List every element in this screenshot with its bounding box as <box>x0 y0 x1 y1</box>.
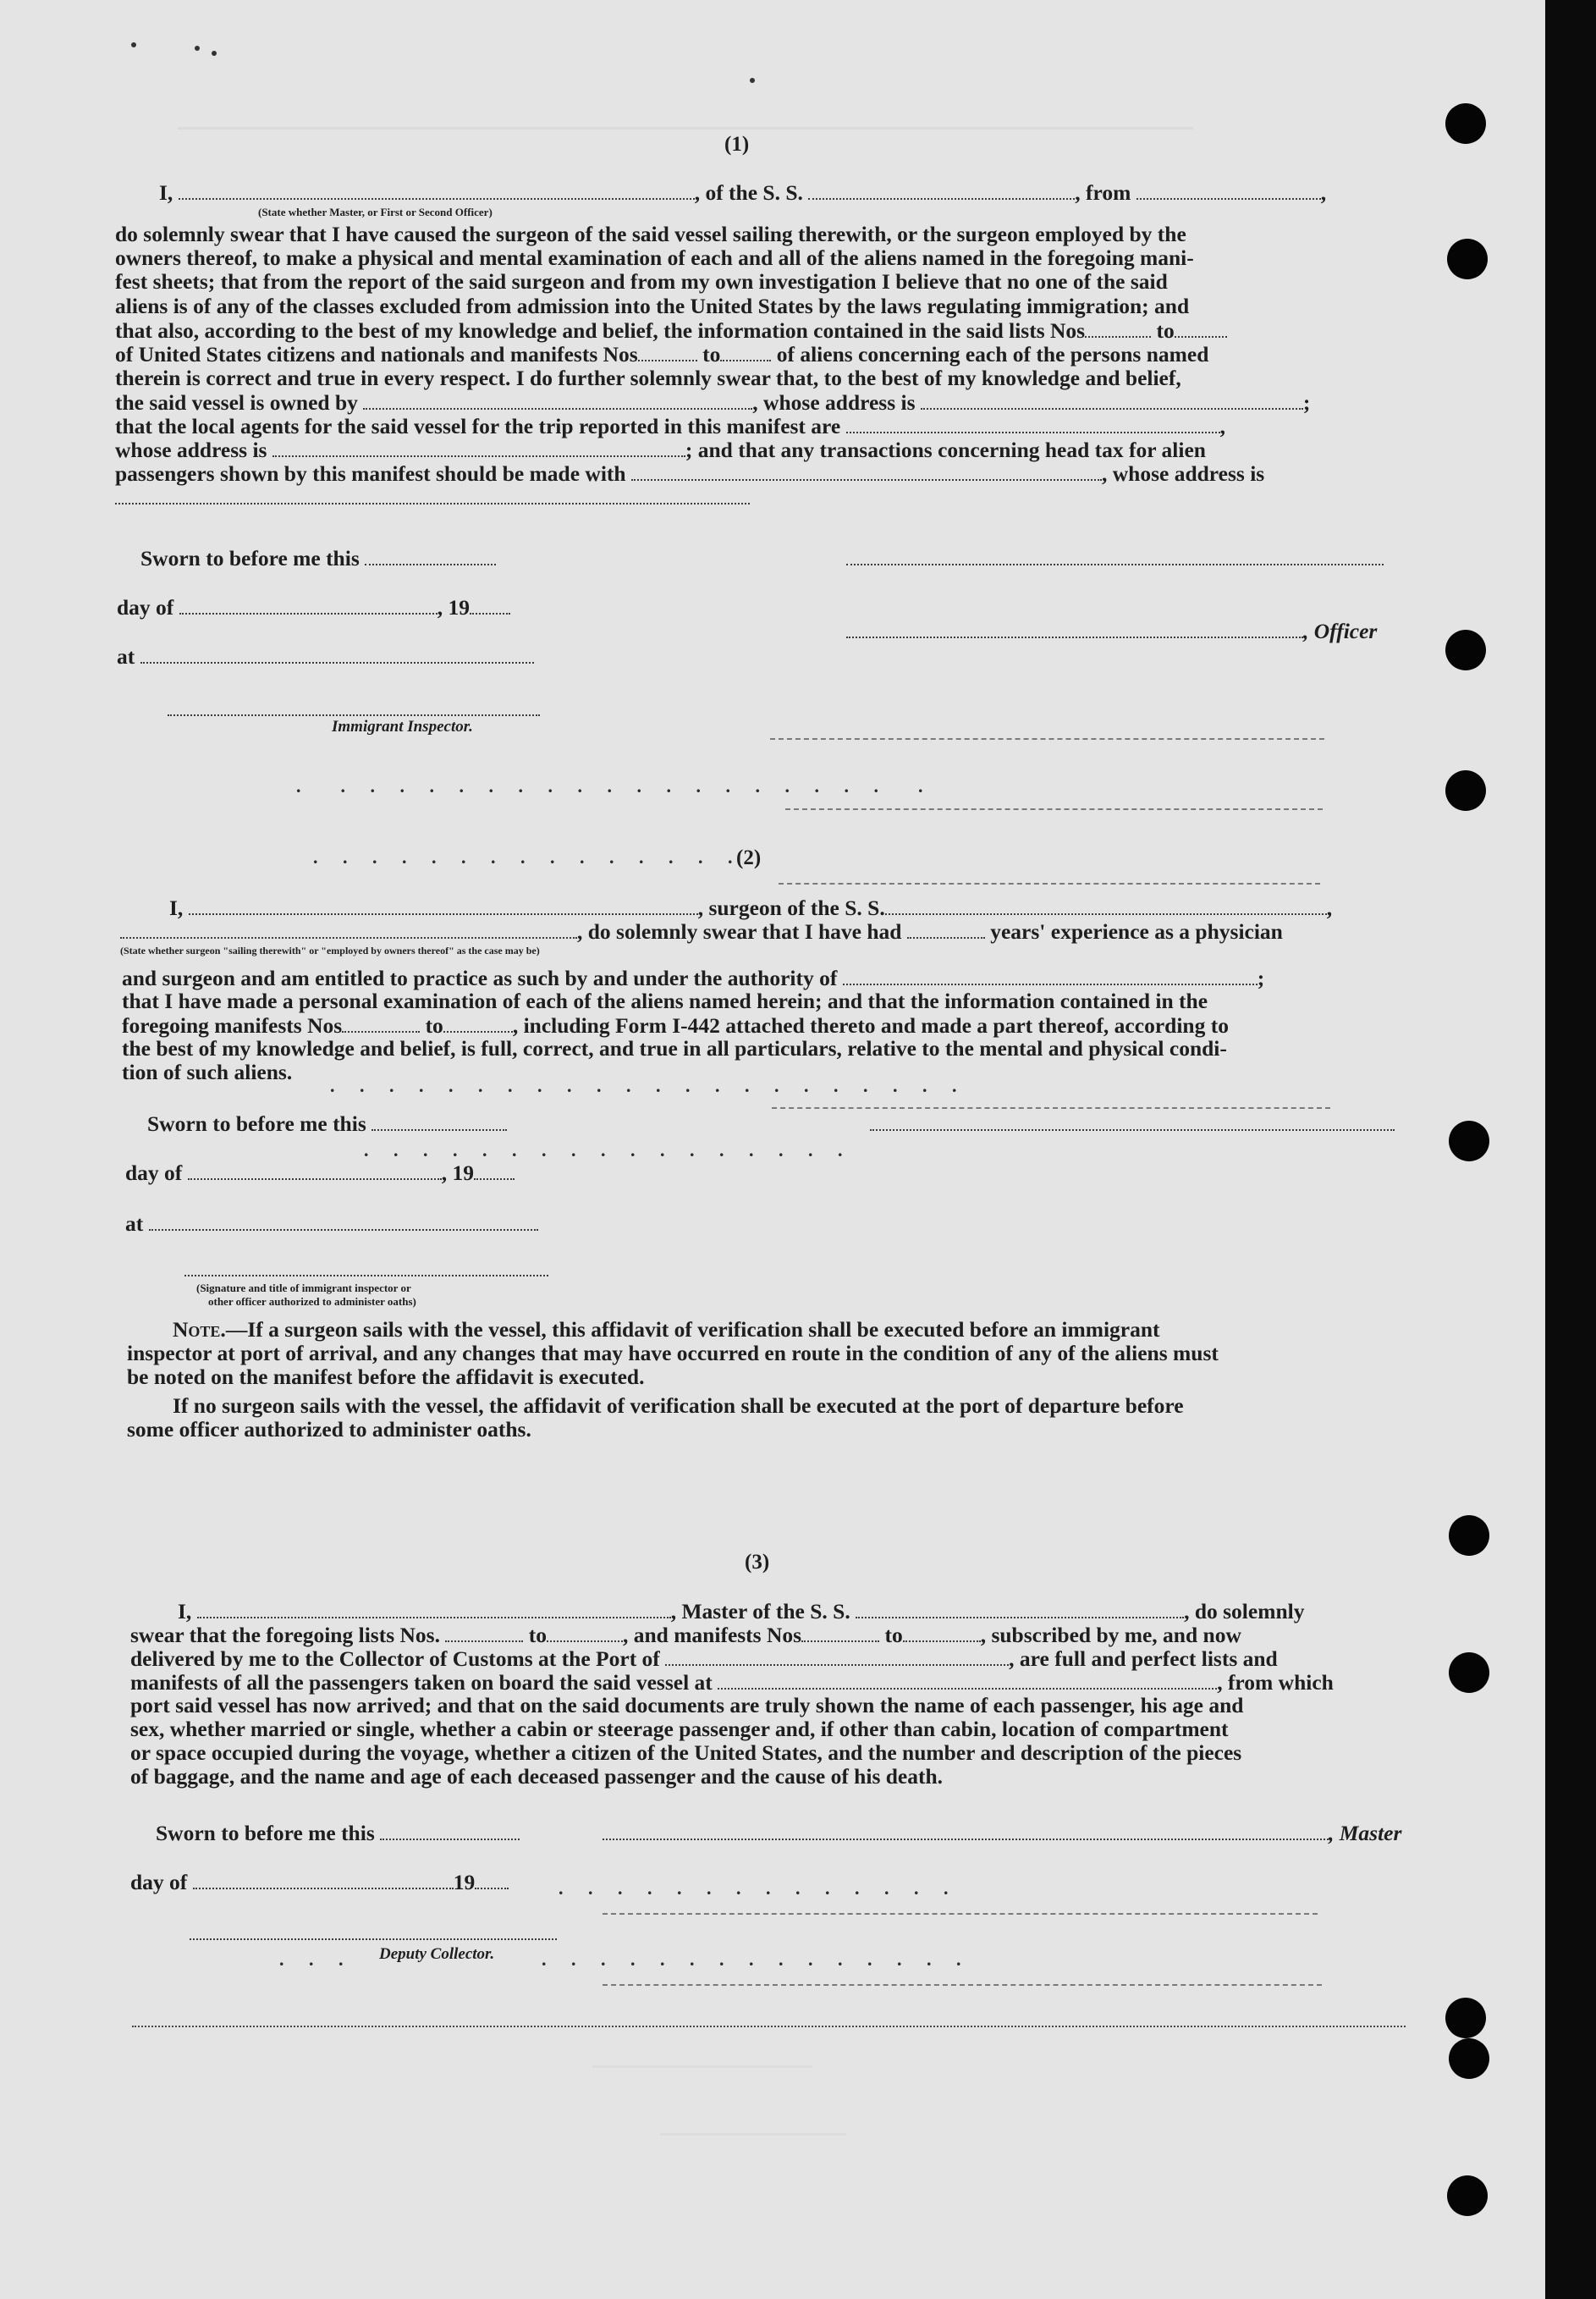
section-1-line: do solemnly swear that I have caused the surgeon of the said vessel sailing therewith, or the surgeon employed by the <box>115 222 1186 246</box>
section-3-number: (3) <box>745 1551 770 1574</box>
head-tax-address-field[interactable] <box>115 484 750 504</box>
section-1-line: passengers shown by this manifest should be made with , whose address is <box>115 461 1265 486</box>
sworn-day-field[interactable] <box>365 545 496 565</box>
owner-address-field[interactable] <box>921 389 1303 410</box>
officer-signature-top-field[interactable] <box>846 545 1384 565</box>
section-3-line: sex, whether married or single, whether a cabin or steerage passenger and, if other than cabin, location of compartment <box>130 1717 1229 1741</box>
day-row-3: day of 19 <box>130 1869 509 1895</box>
section-3-line: of baggage, and the name and age of each deceased passenger and the cause of his death. <box>130 1764 944 1789</box>
section-1-line: therein is correct and true in every respect. I do further solemnly swear that, to the best of my knowledge and belief, <box>115 366 1181 390</box>
punch-hole <box>1449 1515 1489 1556</box>
local-agents-field[interactable] <box>846 413 1220 433</box>
note-line: some officer authorized to administer oaths. <box>127 1417 531 1442</box>
section-1-number: (1) <box>724 133 750 156</box>
punch-hole <box>1445 103 1486 144</box>
note-line: Note.—If a surgeon sails with the vessel, this affidavit of verification shall be executed before an immigrant <box>173 1317 1160 1342</box>
specks <box>195 46 200 51</box>
punch-hole <box>1449 1652 1489 1693</box>
section-1-line: that the local agents for the said vessel for the trip reported in this manifest are , <box>115 414 1225 438</box>
vessel-name-field[interactable] <box>808 179 1075 200</box>
collector-year-field[interactable] <box>475 1869 509 1889</box>
sworn-row-2: Sworn to before me this <box>147 1111 507 1137</box>
deputy-caption: Deputy Collector. <box>379 1945 495 1963</box>
master-signature-row: , Master <box>603 1820 1401 1846</box>
authority-field[interactable] <box>843 965 1258 985</box>
section-1-line: fest sheets; that from the report of the said surgeon and from my own investigation I believe that no one of the said <box>115 269 1168 294</box>
master-signature-field[interactable] <box>603 1820 1329 1840</box>
section-1-line: that also, according to the best of my knowledge and belief, the information contained in the said lists Nos to <box>115 317 1227 344</box>
specks <box>750 78 755 83</box>
note-line: If no surgeon sails with the vessel, the affidavit of verification shall be executed at the port of departure before <box>173 1393 1184 1418</box>
bleed-through-text <box>660 2133 846 2161</box>
surgeon-name-field[interactable] <box>189 895 698 915</box>
faint-rule <box>770 738 1324 740</box>
year-field[interactable] <box>470 594 510 615</box>
surgeon-day-of-month-field[interactable] <box>188 1160 442 1180</box>
surgeon-at-place-field[interactable] <box>149 1210 538 1231</box>
section-1-line: whose address is ; and that any transactions concerning head tax for alien <box>115 438 1206 462</box>
surgeon-vessel-field[interactable] <box>885 895 1327 915</box>
section-3-opening-line: I, , Master of the S. S. , do solemnly <box>178 1599 1305 1624</box>
day-of-month-field[interactable] <box>179 594 438 615</box>
officer-rank-note: (State whether Master, or First or Second Officer) <box>258 206 493 218</box>
section-3-line: swear that the foregoing lists Nos. to , and manifests Nos to , subscribed by me, and now <box>130 1623 1241 1647</box>
sworn-row-3: Sworn to before me this <box>156 1820 520 1846</box>
section-2-opening-line: I, , surgeon of the S. S. , <box>169 896 1333 920</box>
leader-dots: . . . . . . . . . . . . . . . <box>542 1949 971 1970</box>
surgeon-manifests-to-field[interactable] <box>443 1012 513 1033</box>
section-1-line: of United States citizens and nationals and manifests Nos to of aliens concerning each of the persons named <box>115 342 1209 367</box>
leader-dots: . . . . . . . . . . . . . . <box>559 1877 959 1899</box>
collector-port-field[interactable] <box>665 1646 1009 1666</box>
faint-rule <box>603 1913 1318 1915</box>
section-1-line: owners thereof, to make a physical and mental examination of each and all of the aliens named in the foregoing mani- <box>115 245 1194 270</box>
officer-oath-signature-row <box>184 1256 548 1282</box>
officer-row: , Officer <box>846 618 1377 644</box>
section3-manifests-to-field[interactable] <box>903 1622 981 1642</box>
officer-signature-field[interactable] <box>846 618 1303 638</box>
inspector-signature-field[interactable] <box>168 696 540 716</box>
deputy-signature-row <box>190 1920 557 1946</box>
note-line: be noted on the manifest before the affidavit is executed. <box>127 1365 645 1389</box>
section-2-number: (2) <box>736 846 762 869</box>
specks <box>131 42 136 47</box>
faint-rule <box>779 883 1320 885</box>
surgeon-status-field[interactable] <box>120 918 577 939</box>
surgeon-year-field[interactable] <box>474 1160 515 1180</box>
section-2-line: and surgeon and am entitled to practice as such by and under the authority of ; <box>122 966 1265 990</box>
inspector-caption: Immigrant Inspector. <box>332 718 473 736</box>
surgeon-manifests-from-field[interactable] <box>342 1012 420 1033</box>
section-2-line: tion of such aliens. <box>122 1060 293 1084</box>
specks <box>212 51 217 56</box>
lists-to-field[interactable] <box>1175 317 1227 338</box>
day-row-1: day of , 19 <box>117 594 510 620</box>
leader-dots: . . . . . . . . . . . . . . . . . . . . . . <box>330 1075 967 1096</box>
lists-from-field[interactable] <box>1085 317 1151 338</box>
head-tax-party-field[interactable] <box>631 460 1102 481</box>
deputy-collector-signature-field[interactable] <box>190 1920 557 1940</box>
sworn-row-1: Sworn to before me this <box>140 545 496 571</box>
surgeon-status-note: (State whether surgeon "sailing therewith" or "employed by owners thereof" as the case may be) <box>120 945 540 957</box>
leader-dots: . . . <box>279 1949 354 1970</box>
bleed-through-text <box>178 127 1193 155</box>
head-tax-address-field-row <box>115 484 750 510</box>
punch-hole <box>1445 630 1486 670</box>
collector-sworn-day-field[interactable] <box>380 1820 520 1840</box>
owner-field[interactable] <box>363 389 752 410</box>
oath-officer-signature-field[interactable] <box>184 1256 548 1276</box>
bleed-through-text <box>592 2065 812 2093</box>
section-3-line: or space occupied during the voyage, whether a citizen of the United States, and the number and description of the pieces <box>130 1740 1242 1765</box>
section-1-opening-line: I, , of the S. S. , from , <box>159 180 1327 205</box>
embarkation-port-field[interactable] <box>718 1669 1217 1690</box>
faint-rule <box>772 1107 1330 1109</box>
punch-hole <box>1449 1121 1489 1161</box>
section3-vessel-field[interactable] <box>856 1598 1184 1618</box>
leader-dots: . . . . . . . . . . . . . . . . . <box>364 1139 853 1161</box>
faint-rule <box>603 1984 1322 1986</box>
master-name-field[interactable] <box>179 179 695 200</box>
at-row-1: at <box>117 643 534 670</box>
leader-dots: . . . . . . . . . . . . . . . . . . . . . <box>296 775 933 797</box>
punch-hole <box>1445 1998 1486 2038</box>
bottom-rule <box>132 2026 1406 2027</box>
oath-officer-note: (Signature and title of immigrant inspector or <box>196 1282 411 1294</box>
at-row-2: at <box>125 1210 538 1237</box>
section-1-line: aliens is of any of the classes excluded from admission into the United States by the laws regulating immigration; and <box>115 294 1190 318</box>
agents-address-field[interactable] <box>272 437 685 457</box>
section-2-line: that I have made a personal examination of each of the aliens named herein; and that the information contained in the <box>122 989 1208 1013</box>
collector-day-of-month-field[interactable] <box>193 1869 454 1889</box>
section3-lists-from-field[interactable] <box>445 1622 523 1642</box>
section3-lists-to-field[interactable] <box>547 1622 623 1642</box>
note-line: inspector at port of arrival, and any changes that may have occurred en route in the condition of any of the aliens must <box>127 1341 1219 1365</box>
day-row-2: day of , 19 <box>125 1160 515 1186</box>
from-port-field[interactable] <box>1136 179 1321 200</box>
punch-hole <box>1449 2038 1489 2079</box>
manifests-to-field[interactable] <box>720 341 771 361</box>
section3-manifests-from-field[interactable] <box>801 1622 879 1642</box>
faint-rule <box>785 808 1323 810</box>
section-2-line: the best of my knowledge and belief, is full, correct, and true in all particulars, relative to the mental and physical condi- <box>122 1036 1227 1061</box>
section-3-line: port said vessel has now arrived; and that on the said documents are truly shown the name of each passenger, his age and <box>130 1693 1244 1717</box>
years-experience-field[interactable] <box>907 918 985 939</box>
section3-master-name-field[interactable] <box>197 1598 671 1618</box>
section-2-line: , do solemnly swear that I have had years' experience as a physician <box>120 918 1283 945</box>
surgeon-sworn-day-field[interactable] <box>371 1111 507 1131</box>
section-3-line: manifests of all the passengers taken on board the said vessel at , from which <box>130 1670 1334 1695</box>
at-place-field[interactable] <box>140 643 534 664</box>
oath-officer-note: other officer authorized to administer oaths) <box>208 1295 416 1308</box>
surgeon-signature-field[interactable] <box>870 1111 1395 1131</box>
punch-hole <box>1447 2175 1488 2216</box>
manifests-from-field[interactable] <box>638 341 697 361</box>
surgeon-signature-row <box>870 1111 1395 1137</box>
officer-signature-line-row <box>846 545 1384 571</box>
section-3-line: delivered by me to the Collector of Customs at the Port of , are full and perfect lists and <box>130 1646 1278 1671</box>
leader-dots: . . . . . . . . . . . . . . . <box>313 846 743 868</box>
section-1-line: the said vessel is owned by , whose address is ; <box>115 390 1311 415</box>
section-2-line: foregoing manifests Nos to , including Form I-442 attached thereto and made a part thereof, according to <box>122 1013 1229 1038</box>
punch-hole <box>1445 770 1486 811</box>
punch-hole <box>1447 239 1488 279</box>
